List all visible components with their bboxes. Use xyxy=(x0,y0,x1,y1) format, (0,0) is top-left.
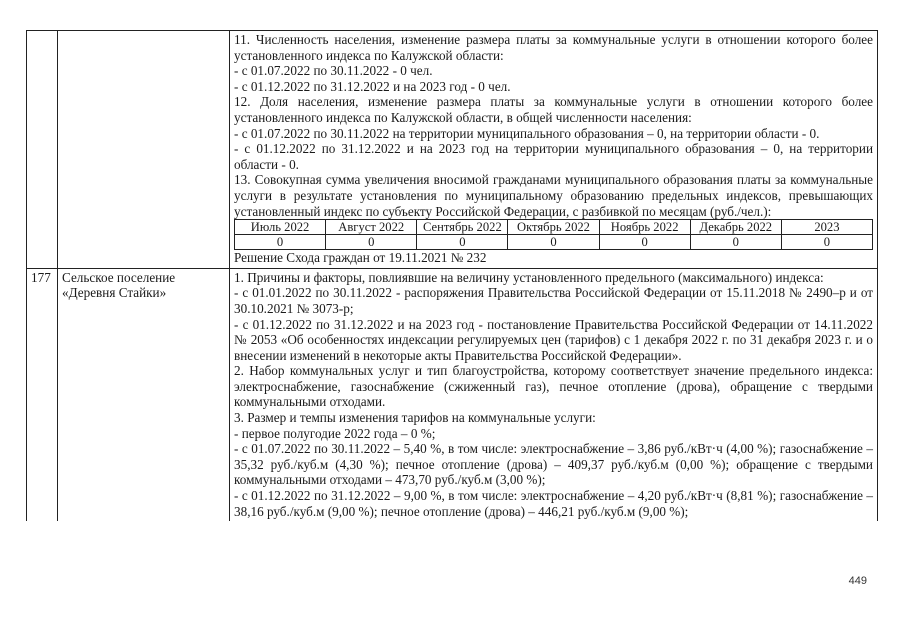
month-value: 0 xyxy=(599,235,690,250)
paragraph: 13. Совокупная сумма увеличения вносимой гражданами муниципального образования платы за коммунальные услуги в результате установления по муниципальному образованию предельных индексов, превышающих установленный индекс по субъекту Российской Федерации, с разбивкой по месяцам (руб./чел.): xyxy=(234,172,873,219)
paragraph: 12. Доля населения, изменение размера платы за коммунальные услуги в отношении которого более установленного индекса по Калужской области, в общей численности населения: xyxy=(234,94,873,125)
description-cell xyxy=(230,31,878,269)
paragraph: - первое полугодие 2022 года – 0 %; xyxy=(234,425,436,441)
month-header: Октябрь 2022 xyxy=(508,220,599,235)
paragraph: 3. Размер и темпы изменения тарифов на коммунальные услуги: xyxy=(234,410,596,426)
row-number-cell: 177 xyxy=(27,268,58,521)
table-row-previous xyxy=(27,31,878,269)
month-header: Август 2022 xyxy=(326,220,417,235)
paragraph: - с 01.12.2022 по 31.12.2022 и на 2023 год на территории муниципального образования – 0, на территории области - 0. xyxy=(234,141,873,172)
month-value: 0 xyxy=(326,235,417,250)
paragraph: 1. Причины и факторы, повлиявшие на величину установленного предельного (максимального) индекса: xyxy=(234,269,824,285)
month-header: Сентябрь 2022 xyxy=(417,220,508,235)
month-value: 0 xyxy=(235,235,326,250)
month-header: Ноябрь 2022 xyxy=(599,220,690,235)
paragraph: 2. Набор коммунальных услуг и тип благоустройства, которому соответствует значение предельного индекса: электроснабжение, газоснабжение (сжиженный газ), печное отопление (дрова), обращение с твердыми коммунальными отходами. xyxy=(234,363,873,410)
description-cell xyxy=(230,268,878,521)
decision-reference: Решение Схода граждан от 19.11.2021 № 232 xyxy=(234,250,487,266)
page-number: 449 xyxy=(848,575,867,587)
paragraph: - с 01.12.2022 по 31.12.2022 и на 2023 год - постановление Правительства Российской Федерации от 14.11.2022 № 2053 «Об особенностях индексации регулируемых цен (тарифов) с 1 декабря 2022 г. по 31 декабря 2023 г. и о внесении изменений в некоторые акты Правительства Российской Федерации». xyxy=(234,316,873,363)
paragraph: - с 01.12.2022 по 31.12.2022 – 9,00 %, в том числе: электроснабжение – 4,20 руб./кВт·ч (8,81 %); газоснабжение – 38,16 руб./куб.м (9,00 %); печное отопление (дрова) – 446,21 руб./куб.м (9,00 %); xyxy=(234,488,873,519)
table-row-177 xyxy=(27,268,878,521)
months-value-row xyxy=(235,235,873,250)
paragraph: - с 01.01.2022 по 30.11.2022 - распоряжения Правительства Российской Федерации от 15.11.2018 № 2490–р и от 30.10.2021 № 3073-р; xyxy=(234,285,873,316)
month-header: Июль 2022 xyxy=(235,220,326,235)
paragraph: - с 01.07.2022 по 30.11.2022 – 5,40 %, в том числе: электроснабжение – 3,86 руб./кВт·ч (4,00 %); газоснабжение – 35,32 руб./куб.м (4,30 %); печное отопление (дрова) – 409,37 руб./куб.м (0,00 %); обращение с твердыми коммунальными отходами – 473,70 руб./куб.м (3,00 %); xyxy=(234,441,873,488)
municipality-name-cell: Сельское поселение «Деревня Стайки» xyxy=(58,268,230,521)
paragraph: - с 01.07.2022 по 30.11.2022 - 0 чел. xyxy=(234,63,433,79)
paragraph: - с 01.12.2022 по 31.12.2022 и на 2023 год - 0 чел. xyxy=(234,78,511,94)
monthly-sum-table xyxy=(234,219,873,250)
month-header: Декабрь 2022 xyxy=(690,220,781,235)
month-value: 0 xyxy=(690,235,781,250)
month-value: 0 xyxy=(417,235,508,250)
municipality-name-cell xyxy=(58,31,230,269)
row-number-cell xyxy=(27,31,58,269)
months-header-row xyxy=(235,220,873,235)
paragraph: 11. Численность населения, изменение размера платы за коммунальные услуги в отношении которого более установленного индекса по Калужской области: xyxy=(234,32,873,63)
month-header: 2023 xyxy=(781,220,872,235)
month-value: 0 xyxy=(508,235,599,250)
month-value: 0 xyxy=(781,235,872,250)
paragraph: - с 01.07.2022 по 30.11.2022 на территории муниципального образования – 0, на территории области - 0. xyxy=(234,125,820,141)
municipal-index-table xyxy=(26,30,878,521)
